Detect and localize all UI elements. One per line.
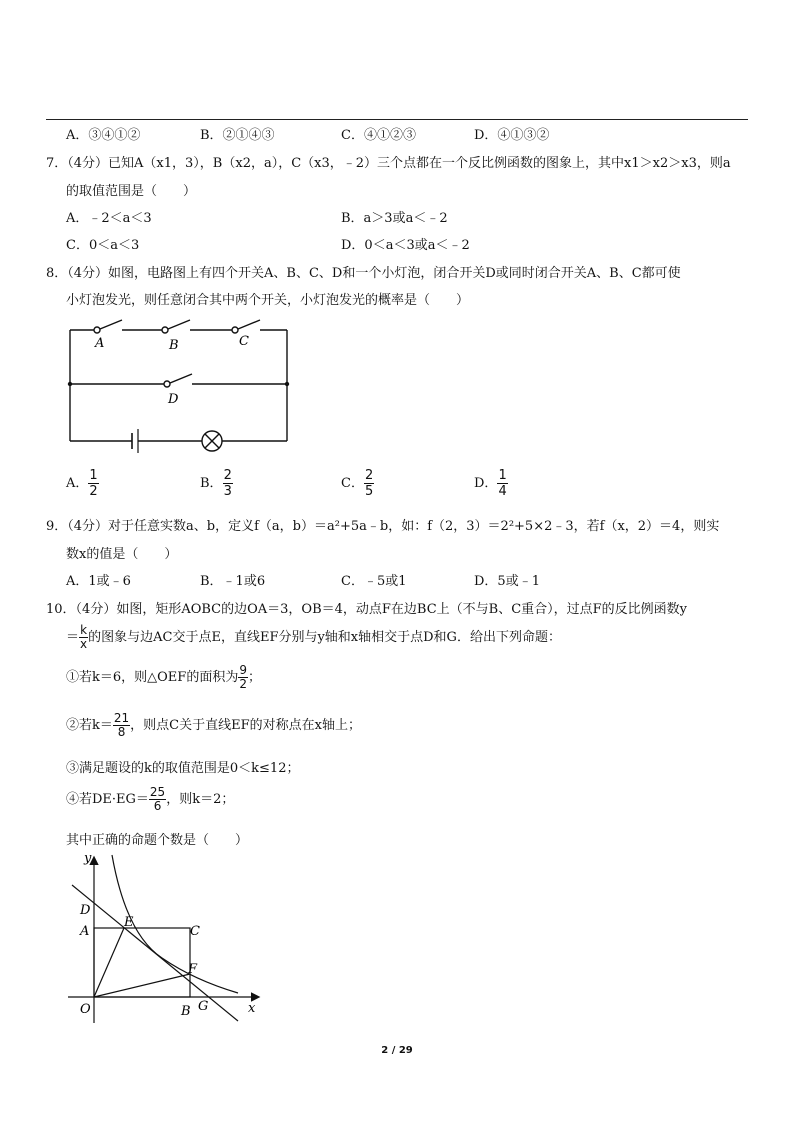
q6-option-c: C．④①②③ — [341, 128, 416, 143]
q7-option-c: C．0＜a＜3 — [66, 238, 140, 253]
page-number: 2 / 29 — [381, 1045, 413, 1056]
q9-option-a: A．1或﹣6 — [66, 574, 131, 589]
label-c: C — [190, 924, 200, 939]
segment-oe — [94, 928, 124, 997]
segment-of — [94, 974, 190, 997]
q10-question: 其中正确的命题个数是（ ） — [66, 833, 249, 848]
q9-stem-line1: 9．（4分）对于任意实数a、b，定义f（a，b）＝a²+5a﹣b，如：f（2，3）＝2²+5×2﹣3，若f（x，2）＝4，则实 — [46, 519, 720, 534]
q8-stem-line2: 小灯泡发光，则任意闭合其中两个开关，小灯泡发光的概率是（ ） — [66, 293, 470, 308]
q7-option-b: B．a＞3或a＜﹣2 — [341, 211, 448, 226]
label-e: E — [124, 915, 134, 930]
label-d: D — [80, 903, 91, 918]
q7-stem-line1: 7．（4分）已知A（x1，3），B（x2，a），C（x3，﹣2）三个点都在一个反比例函数的图象上，其中x1＞x2＞x3，则a — [46, 156, 731, 171]
q10-stem-line1: 10．（4分）如图，矩形AOBC的边OA＝3，OB＝4，动点F在边BC上（不与B、C重合），过点F的反比例函数y — [46, 602, 688, 617]
line-ef — [72, 885, 238, 1021]
switch-label-c: C — [239, 334, 249, 349]
switch-label-a: A — [95, 336, 105, 351]
q10-proposition-1: ①若k＝6，则△OEF的面积为 $\frac{9}{2}$ ； — [66, 663, 261, 691]
q10-proposition-2: ②若k＝ $\frac{21}{8}$ ，则点C关于直线EF的对称点在x轴上； — [66, 711, 361, 739]
q6-option-a: A．③④①② — [66, 128, 141, 143]
q9-option-d: D．5或﹣1 — [474, 574, 540, 589]
label-g: G — [198, 999, 209, 1014]
q9-option-b: B．﹣1或6 — [200, 574, 266, 589]
q6-option-b: B．②①④③ — [200, 128, 275, 143]
label-o: O — [80, 1002, 91, 1017]
q7-stem-line2: 的取值范围是（ ） — [66, 184, 197, 199]
q6-option-d: D．④①③② — [474, 128, 550, 143]
q10-proposition-4: ④若DE·EG＝ $\frac{25}{6}$ ，则k＝2； — [66, 785, 235, 813]
label-f: F — [188, 962, 198, 977]
q9-option-c: C．﹣5或1 — [341, 574, 407, 589]
header-rule — [46, 119, 748, 120]
q8-option-d: D． $\frac{1}{4}$ — [474, 468, 507, 499]
q8-option-b: B． $\frac{2}{3}$ — [200, 468, 232, 499]
q8-option-c: C． $\frac{2}{5}$ — [341, 468, 374, 499]
circuit-diagram — [60, 315, 300, 455]
q10-stem-line2: ＝ $\frac{k}{x}$ 的图象与边AC交于点E，直线EF分别与y轴和x轴相交于点D和G．给出下列命题： — [66, 623, 561, 651]
label-x: x — [248, 1001, 256, 1016]
junction-left — [68, 382, 72, 386]
label-b: B — [181, 1004, 191, 1019]
q7-option-a: A．﹣2＜a＜3 — [66, 211, 152, 226]
switch-label-d: D — [168, 392, 179, 407]
label-a: A — [80, 924, 90, 939]
q8-option-a: A． $\frac{1}{2}$ — [66, 468, 98, 499]
q10-figure — [60, 848, 270, 1028]
q8-stem-line1: 8．（4分）如图，电路图上有四个开关A、B、C、D和一个小灯泡，闭合开关D或同时闭合开关A、B、C都可使 — [46, 266, 681, 281]
label-y: y — [84, 851, 92, 866]
junction-right — [285, 382, 289, 386]
switch-label-b: B — [169, 338, 179, 353]
q9-stem-line2: 数x的值是（ ） — [66, 547, 178, 562]
q7-option-d: D．0＜a＜3或a＜﹣2 — [341, 238, 470, 253]
q10-proposition-3: ③满足题设的k的取值范围是0＜k≤12； — [66, 761, 300, 776]
